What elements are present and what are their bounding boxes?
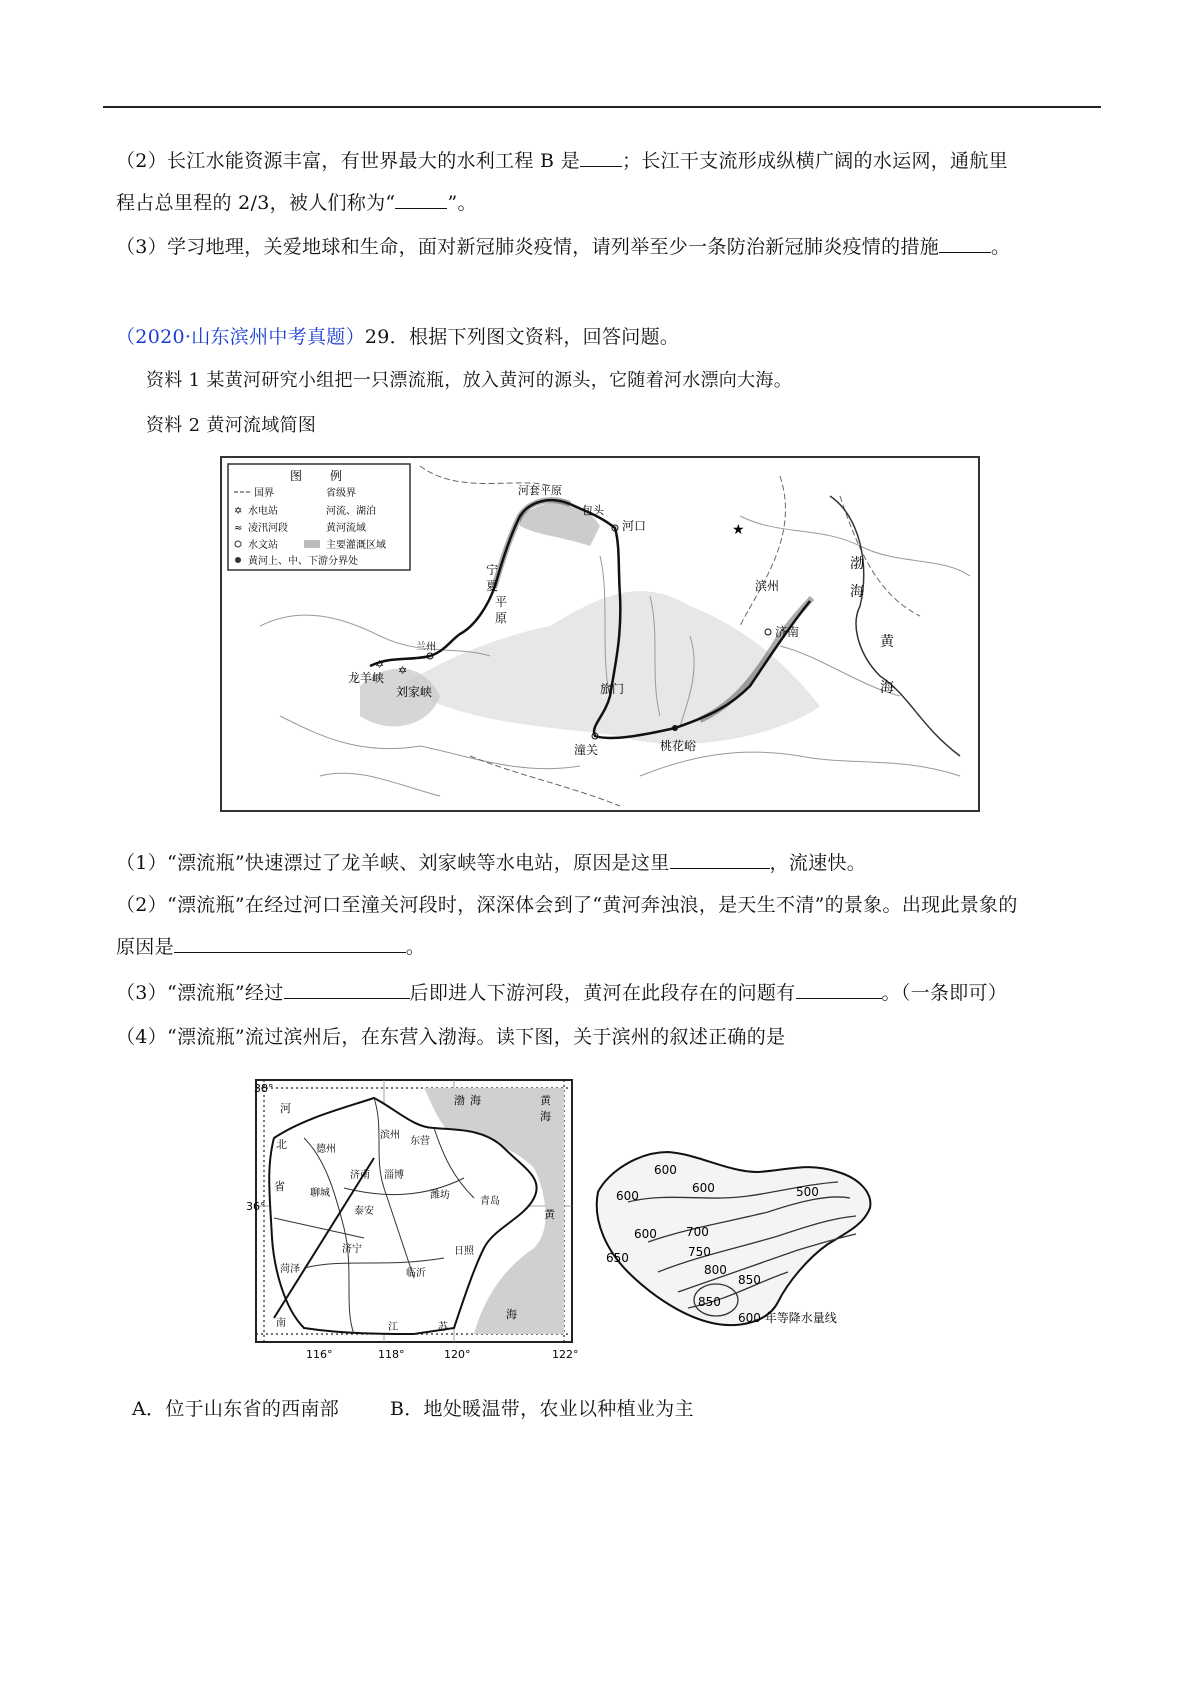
source-tag: （2020·山东滨州中考真题） (116, 326, 365, 348)
option-b[interactable]: B．地处暖温带，农业以种植业为主 (390, 1398, 694, 1420)
place-label: 海 (850, 584, 864, 600)
hydropower-icon: ✡ (234, 506, 243, 517)
place-label: 刘家峡 (396, 685, 433, 699)
place-label: 包头 (582, 504, 604, 517)
isoline-label: 600 (616, 1189, 639, 1203)
place-label: 江 (388, 1322, 398, 1333)
city-label: 德州 (316, 1144, 336, 1155)
place-label: 原 (495, 611, 508, 625)
longitude-label: 116° (306, 1348, 333, 1361)
yellow-river-basin-map (220, 456, 980, 812)
city-label: 菏泽 (280, 1264, 300, 1275)
answer-blank[interactable] (939, 234, 991, 253)
legend-item: 黄河上、中、下游分界处 (248, 556, 358, 567)
answer-blank[interactable] (284, 980, 410, 999)
longitude-label: 120° (444, 1348, 471, 1361)
place-label: 桃花峪 (660, 739, 697, 753)
ice-flood-icon: ≈ (234, 523, 243, 534)
legend-box (228, 464, 410, 570)
isoline-legend: 600 年等降水量线 (738, 1311, 837, 1325)
city-label: 青岛 (480, 1196, 500, 1207)
city-label: 聊城 (310, 1188, 330, 1199)
place-label: 潼关 (574, 743, 599, 757)
place-label: 平 (495, 595, 508, 609)
legend-item: 水文站 (248, 540, 278, 551)
city-label: 济宁 (342, 1244, 362, 1255)
place-label: 济南 (775, 625, 800, 639)
city-label: 临沂 (406, 1268, 426, 1279)
answer-blank[interactable] (174, 934, 406, 953)
boundary-point-icon (235, 557, 241, 563)
isoline-label: 800 (704, 1263, 727, 1277)
place-label: 滨州 (755, 579, 780, 593)
option-a[interactable]: A．位于山东省的西南部 (132, 1398, 340, 1420)
question-text: （2）长江水能资源丰富，有世界最大的水利工程 B 是 (116, 150, 580, 172)
isoline-label: 850 (698, 1295, 721, 1309)
place-label: 渤 (454, 1094, 465, 1107)
place-label: 河套平原 (518, 484, 562, 497)
sub-question-2-line-2 (116, 932, 425, 959)
legend-title: 图 (290, 469, 303, 483)
question-text: ；长江干支流形成纵横广阔的水运网，通航里 (621, 150, 1008, 172)
isoline-label: 700 (686, 1225, 709, 1239)
question-text: （1）“漂流瓶”快速漂过了龙羊峡、刘家峡等水电站，原因是这里 (116, 852, 670, 874)
irrigation-swatch (304, 540, 320, 548)
place-label: 南 (276, 1318, 286, 1329)
question-3 (116, 232, 1010, 259)
city-label: 泰安 (354, 1206, 374, 1217)
isoline-label: 500 (796, 1185, 819, 1199)
question-text: 原因是 (116, 936, 174, 958)
place-label: 苏 (438, 1322, 448, 1333)
city-label: 东营 (410, 1136, 430, 1147)
answer-blank[interactable] (580, 148, 622, 167)
question-text: 。（一条即可） (881, 982, 1008, 1004)
isoline-label: 600 (654, 1163, 677, 1177)
place-label: 海 (506, 1308, 517, 1321)
answer-blank[interactable] (796, 980, 882, 999)
place-label: 黄 (880, 634, 894, 650)
legend-item: 黄河流域 (326, 523, 366, 534)
place-label: 兰州 (416, 642, 436, 653)
answer-blank[interactable] (395, 190, 447, 209)
legend-item: 省级界 (326, 488, 356, 499)
answer-blank[interactable] (670, 850, 770, 869)
sub-question-1 (116, 848, 866, 875)
city-label: 潍坊 (430, 1190, 450, 1201)
city-label: 淄博 (384, 1170, 404, 1181)
place-label: 黄 (544, 1208, 555, 1221)
isoline-label: 750 (688, 1245, 711, 1259)
place-label: 龙羊峡 (348, 671, 385, 685)
isoline-label: 650 (606, 1251, 629, 1265)
material-1: 资料 1 某黄河研究小组把一只漂流瓶，放入黄河的源头，它随着河水漂向大海。 (146, 370, 792, 391)
city-label: 济南 (350, 1170, 370, 1181)
material-2: 资料 2 黄河流域简图 (146, 415, 317, 436)
question-2-line-2 (116, 188, 477, 215)
hydropower-icon: ✡ (398, 664, 408, 677)
place-label: 北 (276, 1138, 287, 1151)
question-29-header (116, 322, 679, 349)
place-label: 河口 (622, 519, 647, 533)
question-text: （3）学习地理，关爱地球和生命，面对新冠肺炎疫情，请列举至少一条防治新冠肺炎疫情的措施 (116, 236, 939, 258)
place-label: 海 (470, 1094, 481, 1107)
place-label: 省 (274, 1180, 285, 1193)
question-text: 后即进人下游河段，黄河在此段存在的问题有 (409, 982, 796, 1004)
legend-item: 主要灌溉区域 (326, 540, 386, 551)
hydropower-icon: ✡ (375, 658, 385, 671)
precipitation-isoline-map (588, 1132, 888, 1342)
boundary-marker (672, 725, 678, 731)
question-text: 程占总里程的 2/3，被人们称为“ (116, 192, 396, 214)
sub-question-4: （4）“漂流瓶”流过滨州后，在东营入渤海。读下图，关于滨州的叙述正确的是 (116, 1026, 786, 1048)
city-label: 日照 (454, 1246, 474, 1257)
legend-title: 例 (330, 469, 343, 483)
question-text: ”。 (447, 192, 477, 214)
place-label: 河 (280, 1102, 291, 1115)
question-text: 。 (991, 236, 1011, 258)
place-label: 渤 (850, 556, 864, 572)
question-2-line-1 (116, 146, 1008, 173)
latitude-label: 36° (246, 1200, 266, 1213)
place-label: 旅门 (600, 682, 625, 696)
sub-question-3 (116, 978, 1007, 1005)
header-rule (103, 106, 1101, 108)
isoline-label: 600 (634, 1227, 657, 1241)
longitude-label: 122° (552, 1348, 579, 1361)
question-stem: 29．根据下列图文资料，回答问题。 (364, 326, 680, 348)
isoline-label: 850 (738, 1273, 761, 1287)
place-label: 海 (880, 680, 894, 696)
place-label: 宁 (486, 563, 499, 577)
longitude-label: 118° (378, 1348, 405, 1361)
city-label: 滨州 (380, 1130, 400, 1141)
place-label: 夏 (486, 579, 499, 593)
legend-item: 凌汛河段 (248, 523, 288, 534)
legend-item: 国界 (254, 488, 274, 499)
sub-question-2-line-1: （2）“漂流瓶”在经过河口至潼关河段时，深深体会到了“黄河奔浊浪，是天生不清”的景象。出现此景象的 (116, 894, 1018, 916)
isoline-label: 600 (692, 1181, 715, 1195)
shandong-map (244, 1068, 584, 1366)
place-label: 黄 (540, 1094, 551, 1107)
star-icon: ★ (732, 522, 745, 538)
question-text: ，流速快。 (769, 852, 867, 874)
question-text: 。 (405, 936, 426, 958)
question-text: （3）“漂流瓶”经过 (116, 982, 284, 1004)
place-label: 海 (540, 1110, 551, 1123)
legend-item: 河流、湖泊 (326, 506, 376, 517)
legend-item: 水电站 (248, 506, 278, 517)
latitude-label: 38° (254, 1082, 274, 1095)
